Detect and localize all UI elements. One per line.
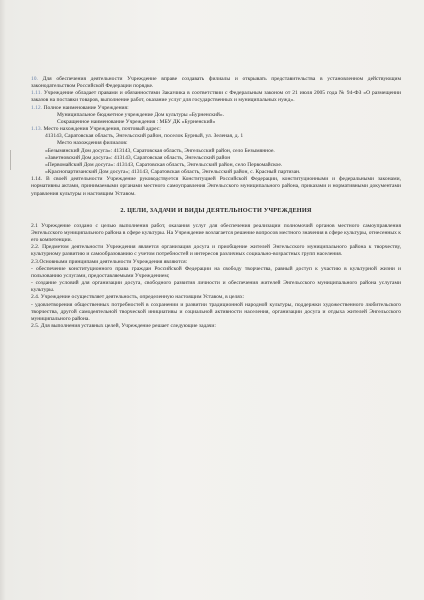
branch-item: «Безымянский Дом досуга»: 413143, Саратовская область, Энгельсский район, село Безымянное. <box>45 147 275 154</box>
paragraph-1-11: 1.11. Учреждение обладает правами и обязанностями Заказчика в соответствии с Федеральным законом от 21 июля 2005 года № 94-ФЗ «О размещении заказов на поставки товаров, выполнение работ, оказание услуг для государственных и муниципальных нужд». <box>31 90 401 104</box>
scan-edge-mark <box>10 150 11 170</box>
main-address-line: 413143, Саратовская область, Энгельсский район, поселок Бурный, ул. Зеленая, д. 1 <box>45 133 244 140</box>
goal-item: - удовлетворения общественных потребностей в сохранении и развитии традиционной народной культуры, поддержки художественного любительского творчества, другой самодеятельной творческой инициативы и социальной активности населения, организации досуга и отдыха жителей Энгельсского муниципального района. <box>31 301 401 322</box>
principle-item: - создание условий для организации досуга, свободного развития личности и обеспечения жителей Энгельсского муниципального района услугами культуры. <box>31 280 401 294</box>
branches-label: Место нахождения филиалов: <box>57 140 128 147</box>
full-name-line: Муниципальное бюджетное учреждение Дом культуры «Бурненский». <box>57 111 224 118</box>
branch-item: «Заветновский Дом досуга»: 413143, Саратовская область, Энгельсский район <box>45 154 231 161</box>
paragraph-1-13: 1.13. Место нахождения Учреждения, почтовый адрес: <box>31 126 161 133</box>
branch-item: «Краснопартизанский Дом досуга»; 413143, Саратовская область, Энгельсский район, с. Красный партизан. <box>45 169 301 176</box>
paragraph-1-10: 10. Для обеспечения деятельности Учреждение вправе создавать филиалы и открывать представительства в установленном действующим законодательством Российской Федерации порядке. <box>31 76 401 90</box>
paragraph-2-5: 2.5. Для выполнения уставных целей, Учреждение решает следующие задачи: <box>31 323 216 329</box>
paragraph-2-2: 2.2. Предметом деятельности Учреждения является организация досуга и приобщение жителей Энгельсского муниципального района к творчеству, культурному развитию и самообразованию с учетом потребностей и интересов различных социально-возрастных групп населения. <box>31 244 401 258</box>
branch-item: «Первомайский Дом досуга»: 413143, Саратовская область, Энгельсский район, село Первомайское. <box>45 161 283 168</box>
paragraph-1-14: 1.14. В своей деятельности Учреждение руководствуется Конституцией Российской Федерации, конституционными и федеральными законами, нормативны актами, принимаемыми органами местного самоуправления Энгельсского муниципального района, приказами и нормативными документами управления культуры и настоящим Уставом. <box>31 176 401 197</box>
paragraph-2-1: 2.1 Учреждение создано с целью выполнения работ, оказания услуг для обеспечения реализации полномочий органов местного самоуправления Энгельсского муниципального района в сфере культуры. На Учреждение возлагается решение вопросов местного значения в сфере культуры, отнесенных к его компетенции. <box>31 222 401 244</box>
document-body <box>31 76 401 330</box>
short-name-line: Сокращенное наименование Учреждения : МБУ ДК «Бурненский» <box>57 118 216 125</box>
principle-item: - обеспечение конституционного права граждан Российской Федерации на свободу творчества, равный доступ к участию в культурной жизни и пользованию услугами, предоставляемыми Учреждением; <box>31 265 401 279</box>
paragraph-2-3: 2.3.Основными принципами деятельности Учреждения являются: <box>31 258 188 265</box>
paragraph-2-4: 2.4. Учреждение осуществляет деятельность, определенную настоящим Уставом, в целях: <box>31 294 245 301</box>
section-2-heading: 2. ЦЕЛИ, ЗАДАЧИ И ВИДЫ ДЕЯТЕЛЬНОСТИ УЧРЕЖДЕНИЯ <box>120 206 312 214</box>
paragraph-1-12: 1.12. Полное наименование Учреждения: <box>31 104 129 111</box>
